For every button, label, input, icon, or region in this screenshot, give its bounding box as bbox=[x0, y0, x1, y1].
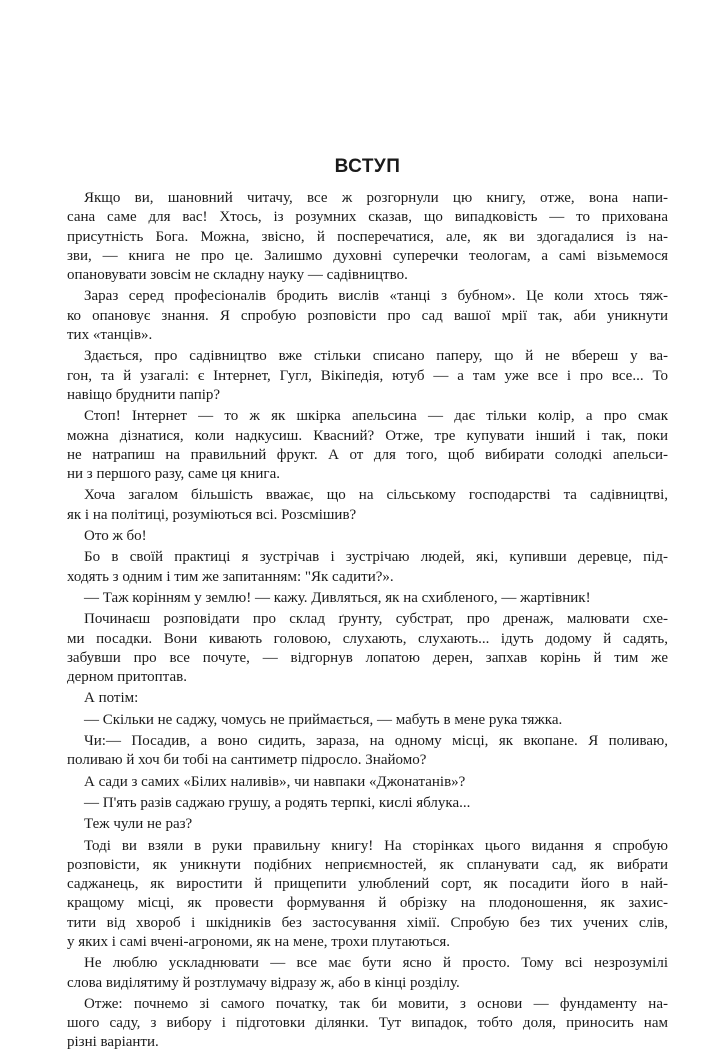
text-line: як і на політиці, розуміються всі. Розсмішив? bbox=[67, 506, 357, 523]
text-line: гон, та й узагалі: є Інтернет, Гугл, Вікіпедія, ютуб — а там уже все і про все... То bbox=[67, 367, 668, 384]
text-line: Якщо ви, шановний читачу, все ж розгорнули цю книгу, отже, вона напи- bbox=[84, 190, 668, 206]
text-line: ни з першого разу, саме ця книга. bbox=[67, 466, 280, 483]
text-line: А сади з самих «Білих наливів», чи навпаки «Джонатанів»? bbox=[84, 773, 466, 790]
paragraph bbox=[67, 548, 668, 587]
paragraph bbox=[67, 995, 668, 1053]
text-line: Тоді ви взяли в руки правильну книгу! На сторінках цього видання я спробую bbox=[84, 837, 668, 854]
paragraph bbox=[67, 794, 668, 813]
text-line: ко опановує знання. Я спробую розповісти про сад вашої мрії так, аби уникнути bbox=[67, 307, 668, 324]
text-line: Здається, про садівництво вже стільки списано паперу, що й не вбереш у ва- bbox=[84, 348, 668, 365]
text-line: ми посадки. Вони кивають головою, слухають, слухають... ідуть додому й садять, bbox=[67, 630, 668, 647]
paragraph bbox=[67, 815, 668, 834]
text-line: Не люблю ускладнювати — все має бути ясно й просто. Тому всі незрозумілі bbox=[84, 955, 668, 972]
paragraph bbox=[67, 287, 668, 345]
text-line: зви, — книга не про це. Залишмо духовні суперечки теологам, а самі візьмемося bbox=[67, 247, 668, 264]
paragraph bbox=[67, 711, 668, 730]
text-line: Чи:— Посадив, а воно сидить, зараза, на одному місці, як вкопане. Я поливаю, bbox=[84, 733, 668, 750]
text-line: сана саме для вас! Хтось, із розумних сказав, що випадковість — то прихована bbox=[67, 209, 668, 226]
paragraph bbox=[67, 189, 668, 285]
text-line: тити від хвороб і шкідників без застосування хімії. Спробую без тих учених слів, bbox=[67, 914, 668, 931]
text-line: — П'ять разів саджаю грушу, а родять терпкі, кислі яблука... bbox=[84, 794, 471, 811]
text-line: у яких і самі вчені-агрономи, як на мене, трохи плутаються. bbox=[67, 933, 450, 950]
text-line: Бо в своїй практиці я зустрічав і зустрічаю людей, які, купивши деревце, під- bbox=[84, 549, 668, 566]
text-line: Отже: почнемо зі самого початку, так би мовити, з основи — фундаменту на- bbox=[84, 995, 668, 1012]
text-line: можна дізнатися, коли надкусиш. Квасний? Отже, тре купувати інший і так, поки bbox=[67, 427, 668, 444]
text-line: А потім: bbox=[84, 690, 139, 707]
text-line: Зараз серед професіоналів бродить вислів «танці з бубном». Це коли хтось тяж- bbox=[84, 288, 668, 305]
text-line: слова виділятиму й розтлумачу відразу ж, або в кінці розділу. bbox=[67, 974, 460, 991]
text-line: Хоча загалом більшість вважає, що на сільському господарстві та садівництві, bbox=[84, 487, 668, 504]
paragraph bbox=[67, 347, 668, 405]
text-line: Теж чули не раз? bbox=[84, 816, 193, 833]
text-line: — Таж корінням у землю! — кажу. Дивляться, як на схибленого, — жартівник! bbox=[84, 589, 591, 606]
text-line: Починаєш розповідати про склад ґрунту, субстрат, про дренаж, малювати схе- bbox=[84, 611, 668, 628]
paragraph bbox=[67, 773, 668, 792]
text-line: ходять з одним і тим же запитанням: "Як садити?». bbox=[67, 568, 394, 585]
paragraph bbox=[67, 689, 668, 708]
text-line: опановувати зовсім не складну науку — садівництво. bbox=[67, 267, 408, 284]
paragraph bbox=[67, 407, 668, 484]
text-line: кращому місці, як провести формування й обрізку на плодоношення, як захис- bbox=[67, 895, 668, 912]
text-line: не натрапиш на правильний фрукт. А от для того, щоб вибирати солодкі апельси- bbox=[67, 446, 668, 463]
text-line: Ото ж бо! bbox=[84, 528, 147, 545]
text-line: розповісти, як уникнути подібних неприємностей, як спланувати сад, як вибрати bbox=[67, 856, 668, 873]
text-line: дерном притоптав. bbox=[67, 669, 187, 686]
paragraph bbox=[67, 610, 668, 687]
text-line: поливаю й хоч би тобі на сантиметр підросло. Знайомо? bbox=[67, 752, 427, 769]
paragraph bbox=[67, 954, 668, 993]
text-line: навіщо бруднити папір? bbox=[67, 386, 221, 403]
text-line: різні варіанти. bbox=[67, 1034, 159, 1051]
paragraph bbox=[67, 589, 668, 608]
text-line: саджанець, як виростити й прищепити улюблений сорт, як посадити його в най- bbox=[67, 876, 668, 893]
text-line: шого саду, з вибору і підготовки ділянки. Тут випадок, тобто доля, приносить нам bbox=[67, 1015, 668, 1032]
text-line: Стоп! Інтернет — то ж як шкірка апельсина — дає тільки колір, а про смак bbox=[84, 408, 668, 425]
text-line: тих «танців». bbox=[67, 327, 153, 344]
text-line: забувши про все почуте, — відгорнув лопатою дерен, запхав корінь й тим же bbox=[67, 649, 668, 666]
chapter-title: ВСТУП bbox=[334, 156, 401, 177]
paragraph bbox=[67, 527, 668, 546]
body-text bbox=[67, 189, 668, 1053]
paragraph bbox=[67, 732, 668, 771]
text-line: присутність Бога. Можна, звісно, й посперечатися, але, як ви здогадалися із на- bbox=[67, 228, 668, 245]
paragraph bbox=[67, 837, 668, 953]
paragraph bbox=[67, 486, 668, 525]
page-content bbox=[67, 155, 668, 1055]
text-line: — Скільки не саджу, чомусь не приймається, — мабуть в мене рука тяжка. bbox=[84, 711, 563, 728]
